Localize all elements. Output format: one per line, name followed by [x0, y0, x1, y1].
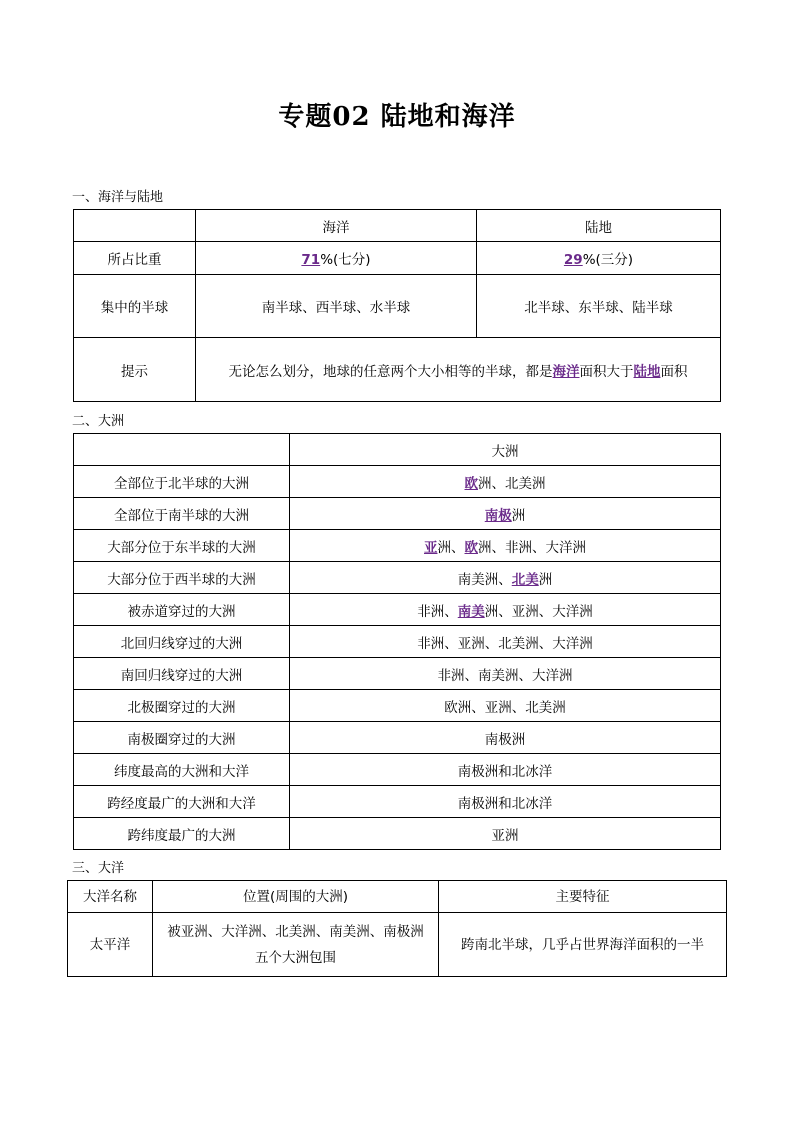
row-value: 非洲、亚洲、北美洲、大洋洲	[290, 626, 721, 658]
header-position: 位置(周围的大洲)	[153, 881, 439, 913]
row-label: 大部分位于西半球的大洲	[74, 562, 290, 594]
cell-text: 洲、北美洲	[478, 475, 546, 492]
cell-text: 无论怎么划分，地球的任意两个大小相等的半球，都是	[228, 363, 553, 380]
table-row	[74, 338, 721, 402]
table-row	[74, 242, 721, 275]
position-line: 被亚洲、大洋洲、北美洲、南美洲、南极洲	[167, 923, 424, 940]
header-continent: 大洲	[290, 434, 721, 466]
oceans-table	[67, 880, 727, 977]
table-row	[74, 818, 721, 850]
land-ratio-cell	[477, 242, 721, 275]
row-label: 所占比重	[74, 242, 196, 275]
section-heading-ocean-land: 一、海洋与陆地	[72, 190, 164, 205]
row-label: 南回归线穿过的大洲	[74, 658, 290, 690]
position-line: 五个大洲包围	[255, 949, 336, 966]
row-value: 南极洲和北冰洋	[290, 754, 721, 786]
row-label: 北极圈穿过的大洲	[74, 690, 290, 722]
row-label: 被赤道穿过的大洲	[74, 594, 290, 626]
page-title: 专题02 陆地和海洋	[278, 102, 516, 132]
row-value: 南极洲	[290, 722, 721, 754]
table-row	[74, 658, 721, 690]
row-label: 全部位于北半球的大洲	[74, 466, 290, 498]
table-row	[74, 466, 721, 498]
cell-text: 洲、	[437, 539, 465, 556]
table-row	[74, 498, 721, 530]
row-value: 非洲、南美洲、大洋洲	[290, 658, 721, 690]
header-ocean: 海洋	[196, 210, 477, 242]
header-ocean-name: 大洋名称	[68, 881, 153, 913]
cell-text: 洲、亚洲、大洋洲	[484, 603, 593, 620]
row-value: 欧洲、亚洲、北美洲	[290, 690, 721, 722]
section-heading-oceans: 三、大洋	[72, 861, 125, 876]
cell-text: 非洲、	[417, 603, 458, 620]
row-label: 纬度最高的大洲和大洋	[74, 754, 290, 786]
row-label: 大部分位于东半球的大洲	[74, 530, 290, 562]
table-row	[74, 530, 721, 562]
row-value	[290, 562, 721, 594]
tip-cell	[196, 338, 721, 402]
table-row	[74, 690, 721, 722]
empty-cell	[74, 434, 290, 466]
table-row	[74, 786, 721, 818]
keyword: 南极	[484, 507, 512, 524]
row-value	[290, 466, 721, 498]
row-label: 提示	[74, 338, 196, 402]
row-value	[290, 594, 721, 626]
row-label: 全部位于南半球的大洲	[74, 498, 290, 530]
cell-text: 面积	[660, 363, 688, 380]
table-row	[74, 594, 721, 626]
keyword: 南美	[457, 603, 485, 620]
table-row	[74, 562, 721, 594]
row-label: 跨纬度最广的大洲	[74, 818, 290, 850]
keyword: 北美	[511, 571, 539, 588]
cell-text: 南美洲、	[457, 571, 512, 588]
cell-text: %(七分)	[320, 252, 371, 268]
row-label: 南极圈穿过的大洲	[74, 722, 290, 754]
row-value	[290, 530, 721, 562]
ocean-land-table	[73, 209, 721, 402]
keyword: 亚	[424, 539, 438, 556]
row-value	[290, 498, 721, 530]
empty-cell	[74, 210, 196, 242]
row-value: 亚洲	[290, 818, 721, 850]
header-land: 陆地	[477, 210, 721, 242]
keyword: 陆地	[633, 363, 661, 380]
table-row	[74, 275, 721, 338]
keyword: 29	[563, 252, 583, 268]
keyword: 71	[301, 252, 321, 268]
land-hemisphere-cell: 北半球、东半球、陆半球	[477, 275, 721, 338]
header-feature: 主要特征	[439, 881, 727, 913]
cell-text: 洲	[511, 507, 526, 524]
section-heading-continents: 二、大洲	[72, 414, 125, 429]
table-header-row	[74, 210, 721, 242]
row-label: 集中的半球	[74, 275, 196, 338]
keyword: 欧	[464, 539, 478, 556]
row-label: 北回归线穿过的大洲	[74, 626, 290, 658]
table-row	[74, 722, 721, 754]
table-header-row	[74, 434, 721, 466]
ocean-ratio-cell	[196, 242, 477, 275]
keyword: 欧	[464, 475, 478, 492]
cell-text: 洲	[538, 571, 553, 588]
feature-cell: 跨南北半球，几乎占世界海洋面积的一半	[439, 913, 727, 977]
ocean-name-cell: 太平洋	[68, 913, 153, 977]
row-value: 南极洲和北冰洋	[290, 786, 721, 818]
table-row	[68, 913, 727, 977]
cell-text: 洲、非洲、大洋洲	[478, 539, 586, 556]
continents-table	[73, 433, 721, 850]
row-label: 跨经度最广的大洲和大洋	[74, 786, 290, 818]
table-row	[74, 626, 721, 658]
position-cell	[153, 913, 439, 977]
table-row	[74, 754, 721, 786]
cell-text: %(三分)	[582, 252, 634, 268]
ocean-hemisphere-cell: 南半球、西半球、水半球	[196, 275, 477, 338]
table-header-row	[68, 881, 727, 913]
cell-text: 面积大于	[579, 363, 634, 380]
keyword: 海洋	[552, 363, 580, 380]
